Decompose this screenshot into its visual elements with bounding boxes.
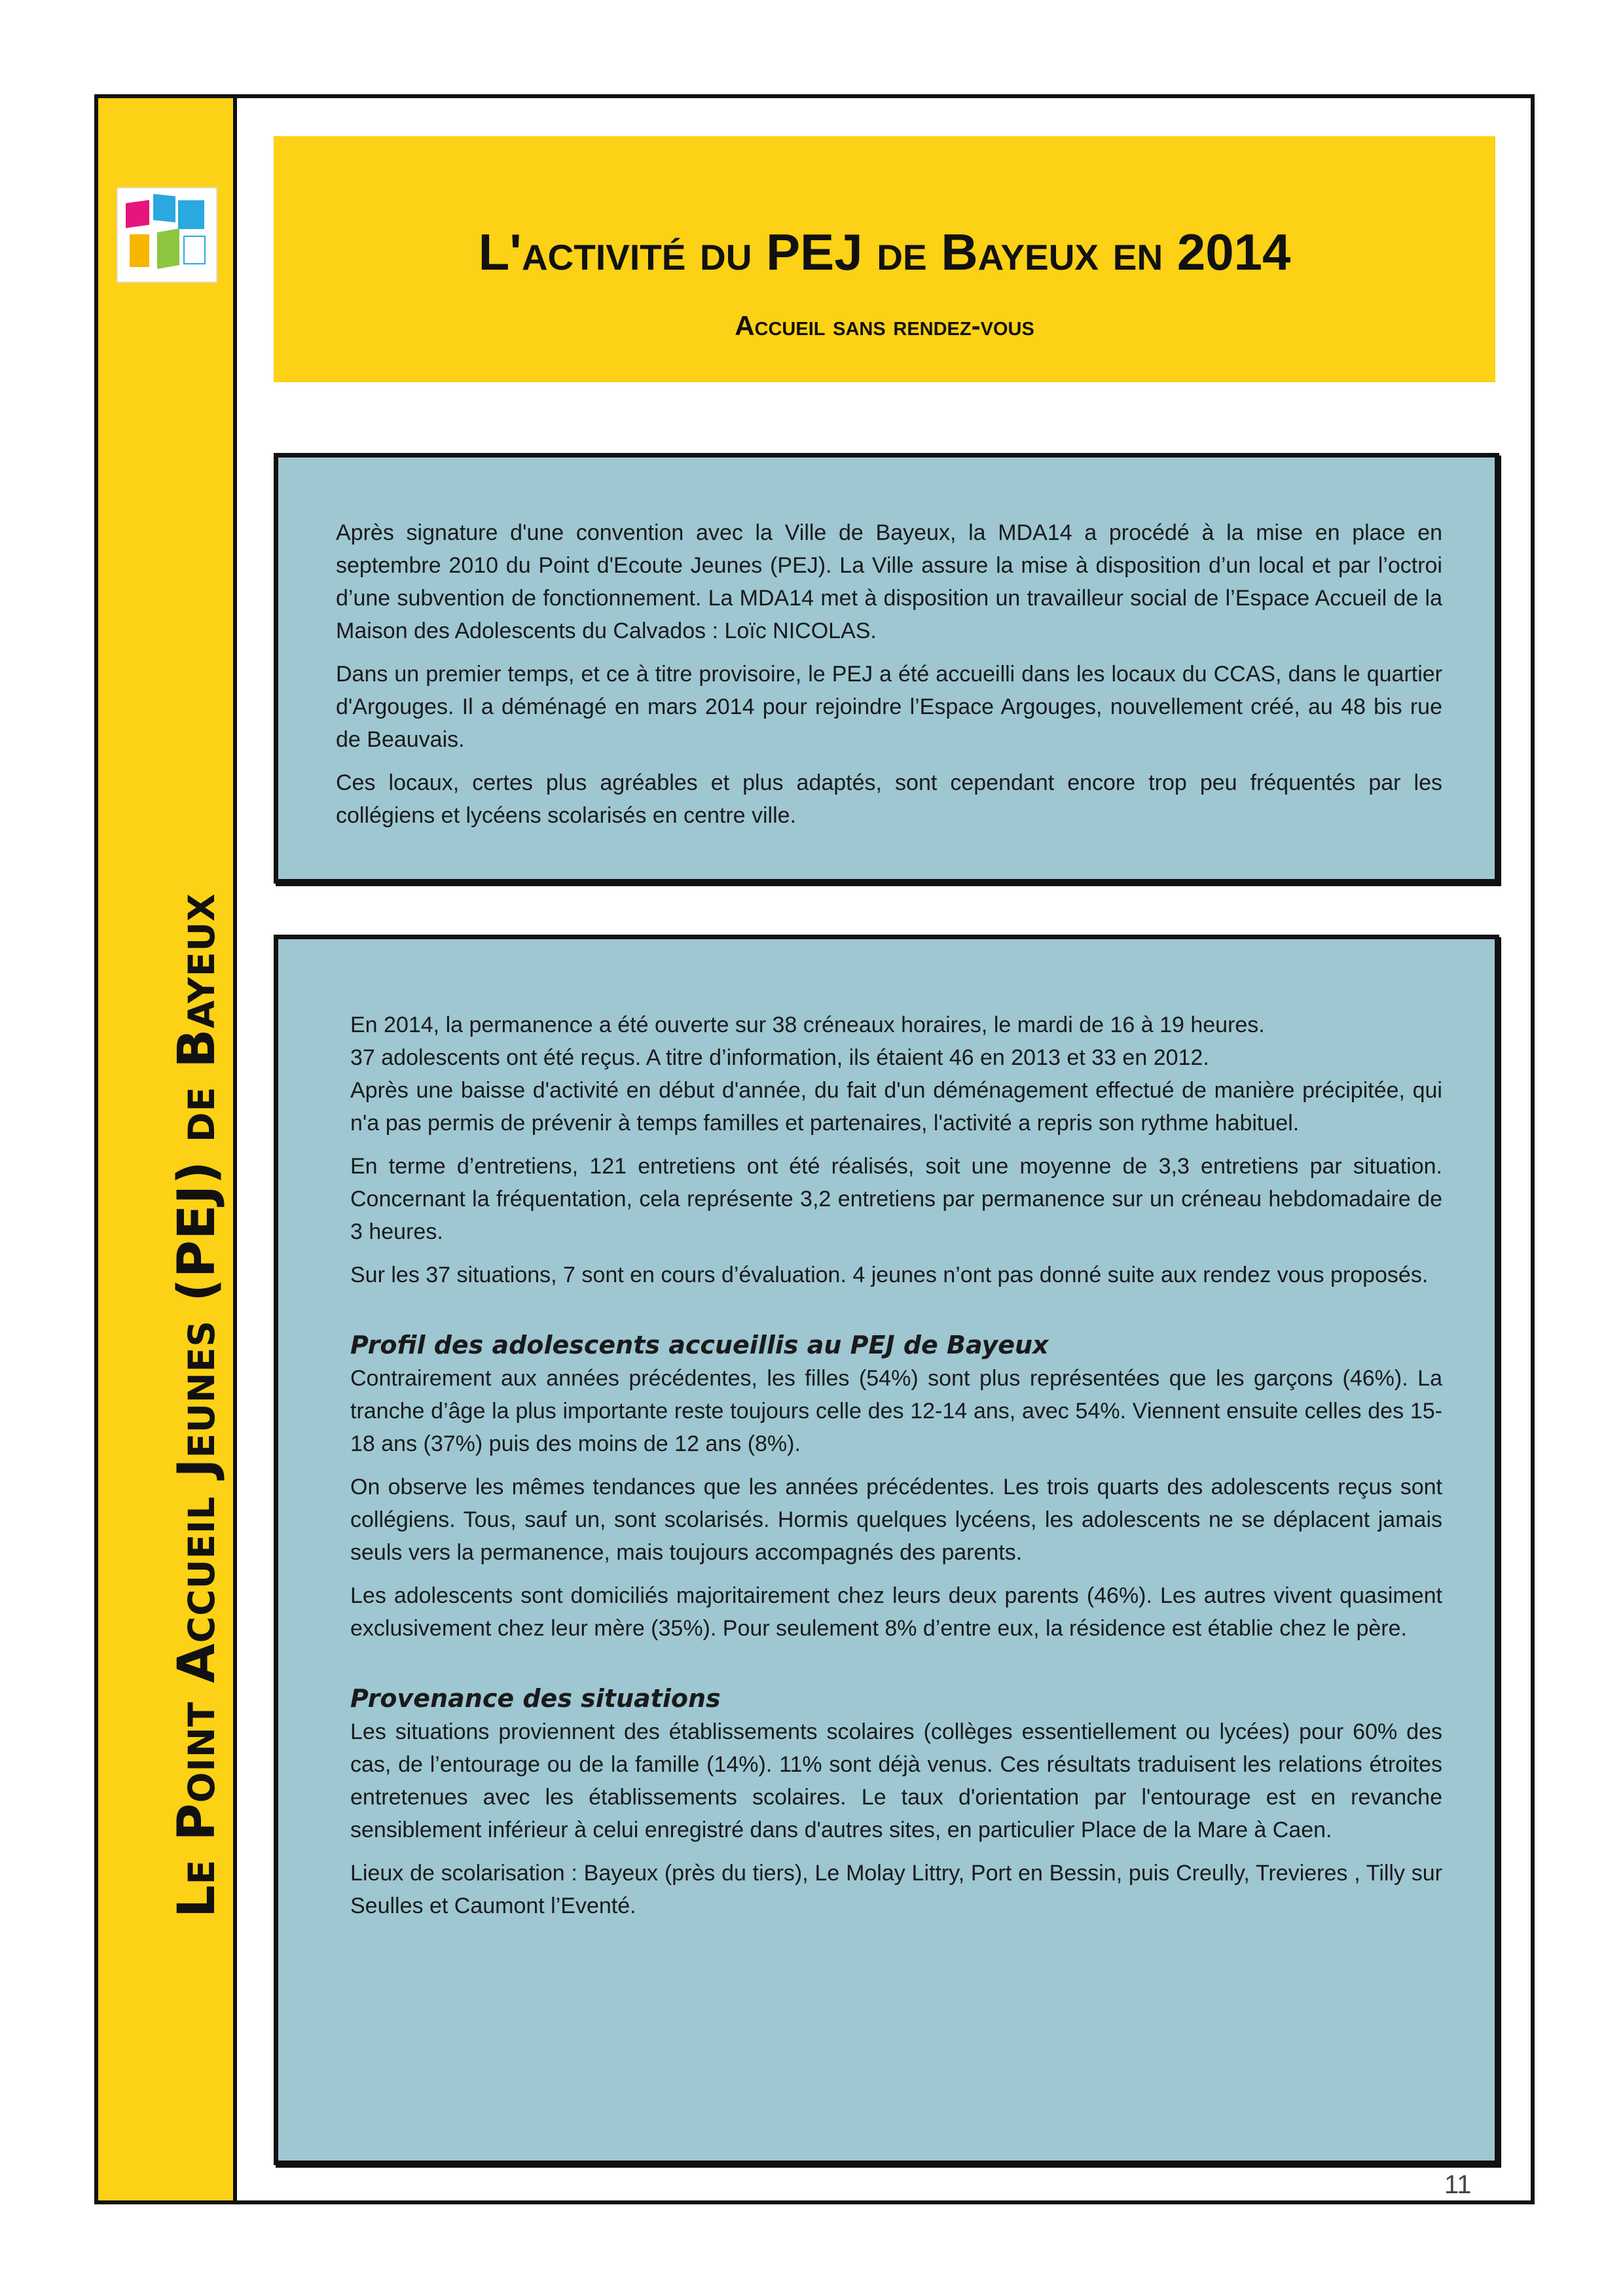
activity-intro-line: En 2014, la permanence a été ouverte sur 38 créneaux horaires, le mardi de 16 à 19 heures. xyxy=(350,1013,1265,1037)
logo-shape-pink xyxy=(126,200,149,228)
logo-shape-blue xyxy=(153,194,175,223)
situations-paragraph: Sur les 37 situations, 7 sont en cours d’évaluation. 4 jeunes n’ont pas donné suite aux rendez vous proposés. xyxy=(350,1263,1429,1287)
intro-paragraph: Ces locaux, certes plus agréables et plus adaptés, sont cependant encore trop peu fréquentés par les collégiens et lycéens scolarisés en centre ville. xyxy=(336,770,1442,828)
profil-paragraph: Les adolescents sont domiciliés majoritairement chez leurs deux parents (46%). Les autres vivent quasiment exclusivement chez leur mère (35%). Pour seulement 8% d’entre eux, la résidence est établie chez le père. xyxy=(350,1583,1442,1641)
activity-panel-content xyxy=(350,1009,1442,1933)
mda-logo xyxy=(117,187,217,283)
entretiens-paragraph: En terme d’entretiens, 121 entretiens ont été réalisés, soit une moyenne de 3,3 entretiens par situation. Concernant la fréquentation, cela représente 3,2 entretiens par permanence sur un créneau hebdomadaire de 3 heures. xyxy=(350,1154,1442,1244)
intro-paragraph: Dans un premier temps, et ce à titre provisoire, le PEJ a été accueilli dans les locaux du CCAS, dans le quartier d'Argouges. Il a déménagé en mars 2014 pour rejoindre l’Espace Argouges, nouvellement créé, au 48 bis rue de Beauvais. xyxy=(336,662,1442,752)
heading-provenance: Provenance des situations xyxy=(350,1684,721,1713)
intro-paragraph: Après signature d'une convention avec la Ville de Bayeux, la MDA14 a procédé à la mise en place en septembre 2010 du Point d'Ecoute Jeunes (PEJ). La Ville assure la mise à disposition d’un local et par l’octroi d’une subvention de fonctionnement. La MDA14 met à disposition un travailleur social de l’Espace Accueil de la Maison des Adolescents du Calvados : Loïc NICOLAS. xyxy=(336,520,1442,643)
logo-shape-yellow xyxy=(130,234,149,267)
activity-panel xyxy=(274,935,1499,2165)
profil-paragraph: Contrairement aux années précédentes, les filles (54%) sont plus représentées que les garçons (46%). La tranche d’âge la plus importante reste toujours celle des 12-14 ans, avec 54%. Viennent ensuite celles des 15-18 ans (37%) puis des moins de 12 ans (8%). xyxy=(350,1366,1442,1456)
activity-intro-line: Après une baisse d'activité en début d'année, du fait d'un déménagement effectué de manière précipitée, qui n'a pas permis de prévenir à temps familles et partenaires, l'activité a repris son rythme habituel. xyxy=(350,1078,1442,1136)
logo-shape-blue-right xyxy=(178,200,204,229)
activity-intro xyxy=(350,1009,1442,1139)
sidebar-vertical-title: Le Point Accueil Jeunes (PEJ) de Bayeux xyxy=(168,893,227,1918)
logo-shape-outline xyxy=(183,236,206,264)
intro-panel xyxy=(274,453,1499,884)
provenance-paragraph: Les situations proviennent des établissements scolaires (collèges essentiellement ou lycées) pour 60% des cas, de l’entourage ou de la famille (14%). 11% sont déjà venus. Ces résultats traduisent les relations étroites entretenues avec les établissements scolaires. Le taux d'orientation par l'entourage est en revanche sensiblement inférieur à celui enregistré dans d'autres sites, en particulier Place de la Mare à Caen. xyxy=(350,1719,1442,1842)
header-banner xyxy=(274,136,1495,382)
heading-profil: Profil des adolescents accueillis au PEJ de Bayeux xyxy=(350,1331,1049,1359)
page-number: 11 xyxy=(1444,2170,1472,2199)
activity-intro-line: 37 adolescents ont été reçus. A titre d’information, ils étaient 46 en 2013 et 33 en 2012. xyxy=(350,1045,1209,1070)
profil-paragraph: On observe les mêmes tendances que les années précédentes. Les trois quarts des adolescents reçus sont collégiens. Tous, sauf un, sont scolarisés. Hormis quelques lycéens, les adolescents ne se déplacent jamais seuls vers la permanence, mais toujours accompagnés des parents. xyxy=(350,1475,1442,1565)
page-title: L'activité du PEJ de Bayeux en 2014 xyxy=(478,223,1291,281)
logo-shape-green xyxy=(157,228,179,269)
provenance-paragraph: Lieux de scolarisation : Bayeux (près du tiers), Le Molay Littry, Port en Bessin, puis Creully, Trevieres , Tilly sur Seulles et Caumont l’Eventé. xyxy=(350,1861,1442,1918)
intro-panel-content xyxy=(336,516,1442,842)
page-subtitle: Accueil sans rendez-vous xyxy=(735,310,1034,341)
